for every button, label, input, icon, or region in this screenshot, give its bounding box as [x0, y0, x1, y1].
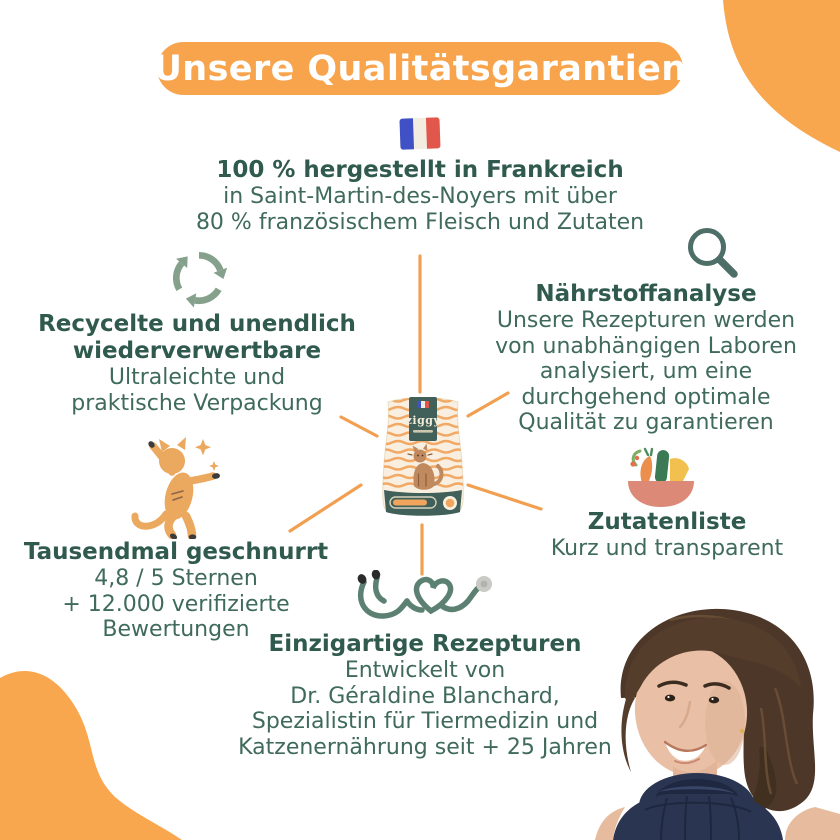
magnifier-icon — [684, 224, 742, 282]
feature-line: Kurz und transparent — [550, 536, 784, 561]
feature-line: analysiert, um eine — [539, 359, 753, 384]
feature-line: Katzenernährung seit + 25 Jahren — [238, 734, 612, 760]
feature-title: Tausendmal geschnurrt — [23, 539, 329, 565]
package-bottom-band — [384, 490, 462, 516]
feature-line: 80 % französischem Fleisch und Zutaten — [195, 209, 645, 235]
feature-recyclable-packaging — [20, 311, 374, 416]
title-banner — [153, 42, 687, 95]
dancing-cat-icon — [122, 436, 227, 539]
feature-title: Recycelte und unendlich — [38, 311, 356, 337]
corner-blob-top-right — [720, 0, 840, 152]
feature-line: Dr. Géraldine Blanchard, — [290, 683, 560, 709]
feature-line: Unsere Rezepturen werden — [496, 308, 796, 333]
feature-line: Ultraleichte und — [108, 365, 286, 390]
page-title: Unsere Qualitätsgarantien — [153, 48, 687, 89]
feature-line: Bewertungen — [102, 617, 250, 642]
feature-line: von unabhängigen Laboren — [495, 333, 797, 359]
feature-line: praktische Verpackung — [71, 390, 323, 416]
feature-title: wiederverwertbare — [72, 338, 322, 364]
recycle-icon — [166, 247, 232, 309]
corner-blob-bottom-left — [0, 650, 200, 840]
stethoscope-heart-icon — [352, 570, 502, 628]
feature-line: Entwickelt von — [344, 658, 506, 683]
feature-line: 4,8 / 5 Sternen — [94, 566, 258, 591]
feature-made-in-france — [140, 157, 700, 235]
feature-title: Einzigartige Rezepturen — [268, 631, 582, 657]
feature-line: + 12.000 verifizierte — [62, 591, 290, 617]
feature-title: Nährstoffanalyse — [535, 281, 757, 307]
feature-line: in Saint-Martin-des-Noyers mit über — [223, 184, 617, 209]
package-brand: ziggy — [405, 414, 441, 427]
feature-line: Spezialistin für Tiermedizin und — [251, 709, 599, 734]
feature-ingredient-list — [535, 509, 799, 562]
feature-title: Zutatenliste — [587, 509, 747, 535]
feature-reviews — [15, 539, 337, 643]
feature-nutrient-analysis — [478, 281, 814, 436]
french-flag-icon — [397, 113, 443, 155]
feature-line: durchgehend optimale — [521, 384, 771, 410]
dr-blanchard-photo — [575, 598, 840, 840]
ingredient-bowl-icon — [622, 447, 700, 509]
feature-title: 100 % hergestellt in Frankreich — [216, 157, 624, 183]
feature-line: Qualität zu garantieren — [518, 410, 774, 435]
package-label — [406, 397, 441, 441]
product-package — [376, 394, 470, 520]
